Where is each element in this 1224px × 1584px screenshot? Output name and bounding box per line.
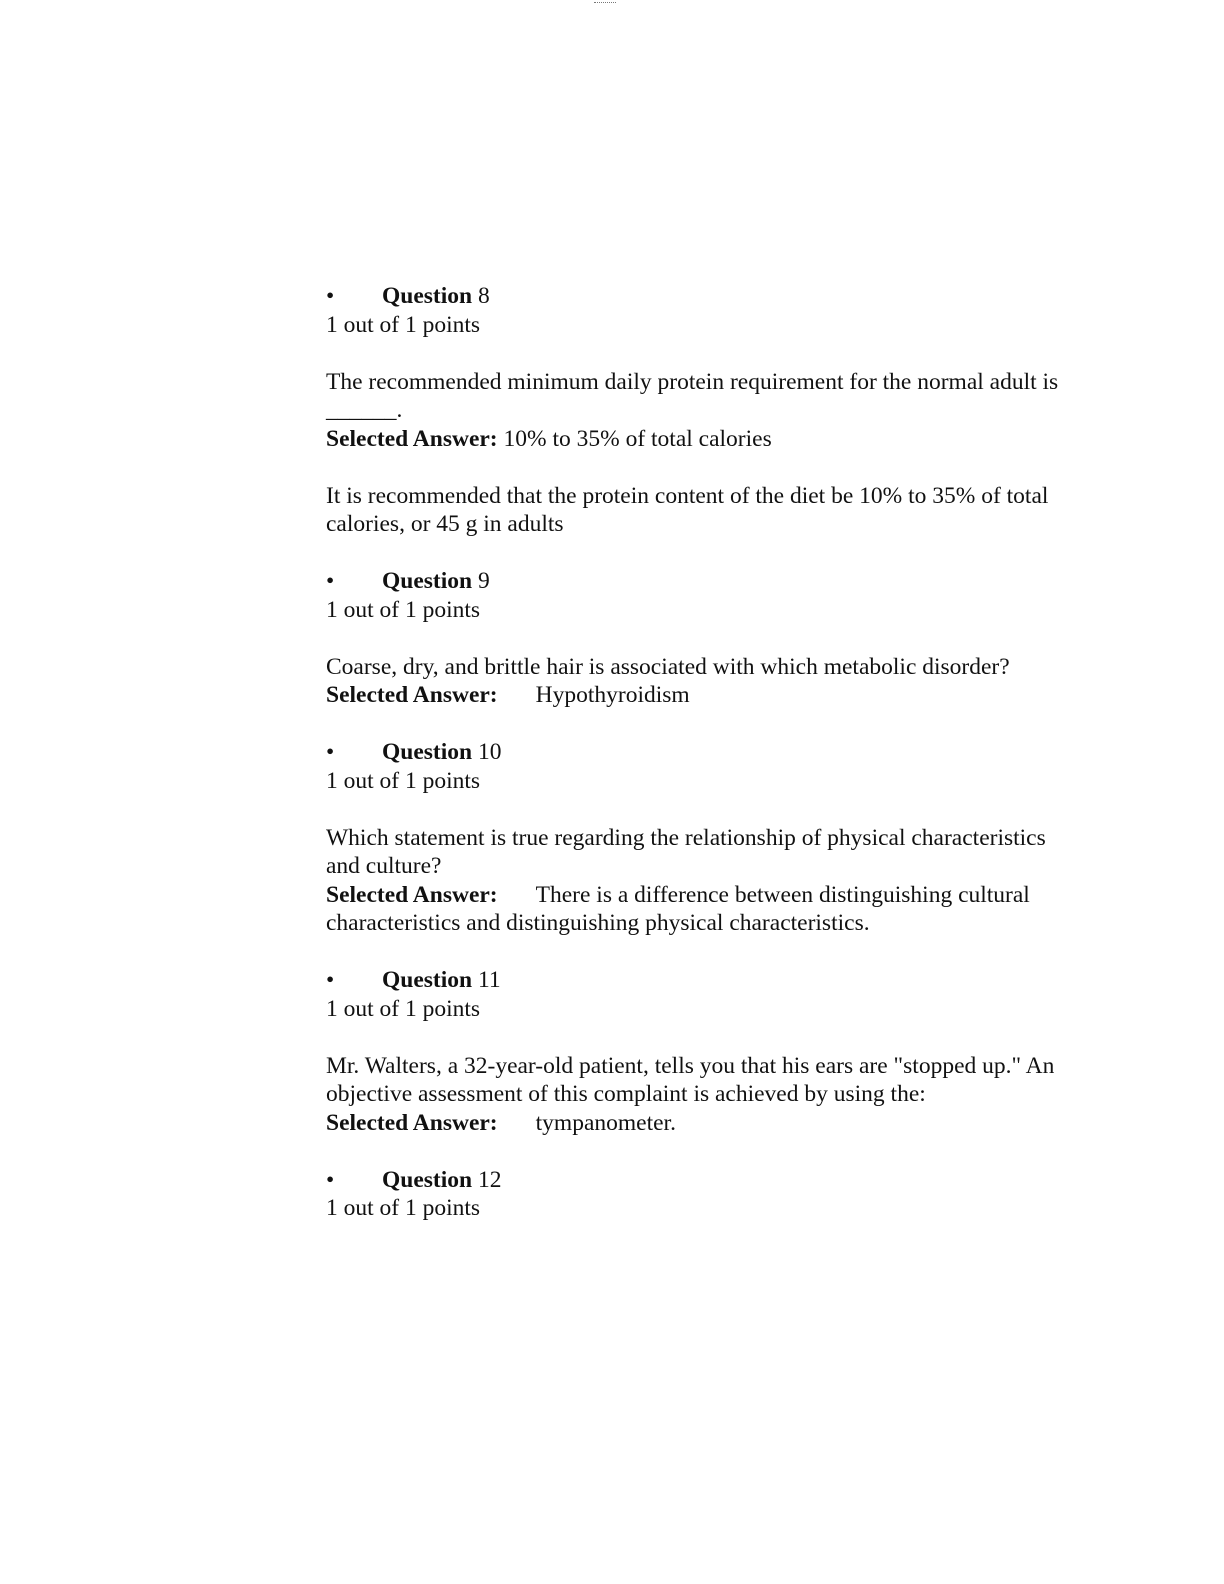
question-number: 10 [477, 739, 502, 765]
bullet-icon: • [326, 739, 335, 765]
question-title [382, 1166, 501, 1195]
selected-answer: There is a difference between distinguishing cultural characteristics and distinguishing physical characteristics. [326, 881, 1030, 936]
question-points: 1 out of 1 points [326, 311, 481, 338]
question-points: 1 out of 1 points [326, 1195, 481, 1221]
question-text: Which statement is true regarding the relationship of physical characteristics and culture? [326, 824, 1046, 879]
question-points: 1 out of 1 points [326, 767, 481, 794]
answer-feedback: It is recommended that the protein content of the diet be 10% to 35% of total calories, or 45 g in adults [326, 482, 1049, 537]
bullet-icon: • [326, 283, 335, 309]
question-points: 1 out of 1 points [326, 596, 481, 623]
question-title [382, 966, 501, 995]
question-title [382, 282, 490, 311]
selected-answer-label: Selected Answer: [326, 1109, 498, 1136]
question-number: 12 [477, 1166, 502, 1193]
selected-answer-row [326, 681, 1066, 710]
question-11 [326, 966, 1066, 1137]
question-number: 9 [477, 568, 490, 594]
bullet-icon: • [326, 967, 335, 993]
question-text: Mr. Walters, a 32-year-old patient, tells you that his ears are "stopped up." An objective assessment of this complaint is achieved by using the: [326, 1052, 1055, 1107]
selected-answer-row [326, 881, 1066, 938]
question-header [326, 282, 1066, 311]
selected-answer-row [326, 425, 1066, 454]
question-points: 1 out of 1 points [326, 995, 481, 1022]
quiz-results [326, 282, 1066, 1251]
question-number: 8 [477, 283, 490, 309]
question-number: 11 [477, 967, 501, 993]
selected-answer-label: Selected Answer: [326, 881, 498, 908]
question-label: Question [382, 283, 473, 309]
question-12 [326, 1166, 1066, 1223]
question-10 [326, 738, 1066, 938]
question-8 [326, 282, 1066, 539]
question-label: Question [382, 1166, 473, 1193]
page-top-mark [594, 0, 616, 3]
question-header [326, 567, 1066, 596]
selected-answer-row [326, 1109, 1066, 1138]
question-header [326, 1166, 1066, 1195]
selected-answer: Hypothyroidism [535, 682, 690, 708]
selected-answer-label: Selected Answer: [326, 682, 498, 708]
question-label: Question [382, 739, 473, 765]
question-text: Coarse, dry, and brittle hair is associated with which metabolic disorder? [326, 653, 1010, 680]
question-label: Question [382, 967, 473, 993]
question-text: The recommended minimum daily protein requirement for the normal adult is ______. [326, 368, 1059, 423]
question-title [382, 738, 501, 767]
selected-answer: tympanometer. [535, 1109, 676, 1136]
selected-answer: 10% to 35% of total calories [503, 425, 772, 452]
selected-answer-label: Selected Answer: [326, 425, 498, 452]
bullet-icon: • [326, 1166, 335, 1193]
question-header [326, 738, 1066, 767]
question-header [326, 966, 1066, 995]
question-label: Question [382, 568, 473, 594]
question-9 [326, 567, 1066, 710]
question-title [382, 567, 490, 596]
bullet-icon: • [326, 568, 335, 594]
